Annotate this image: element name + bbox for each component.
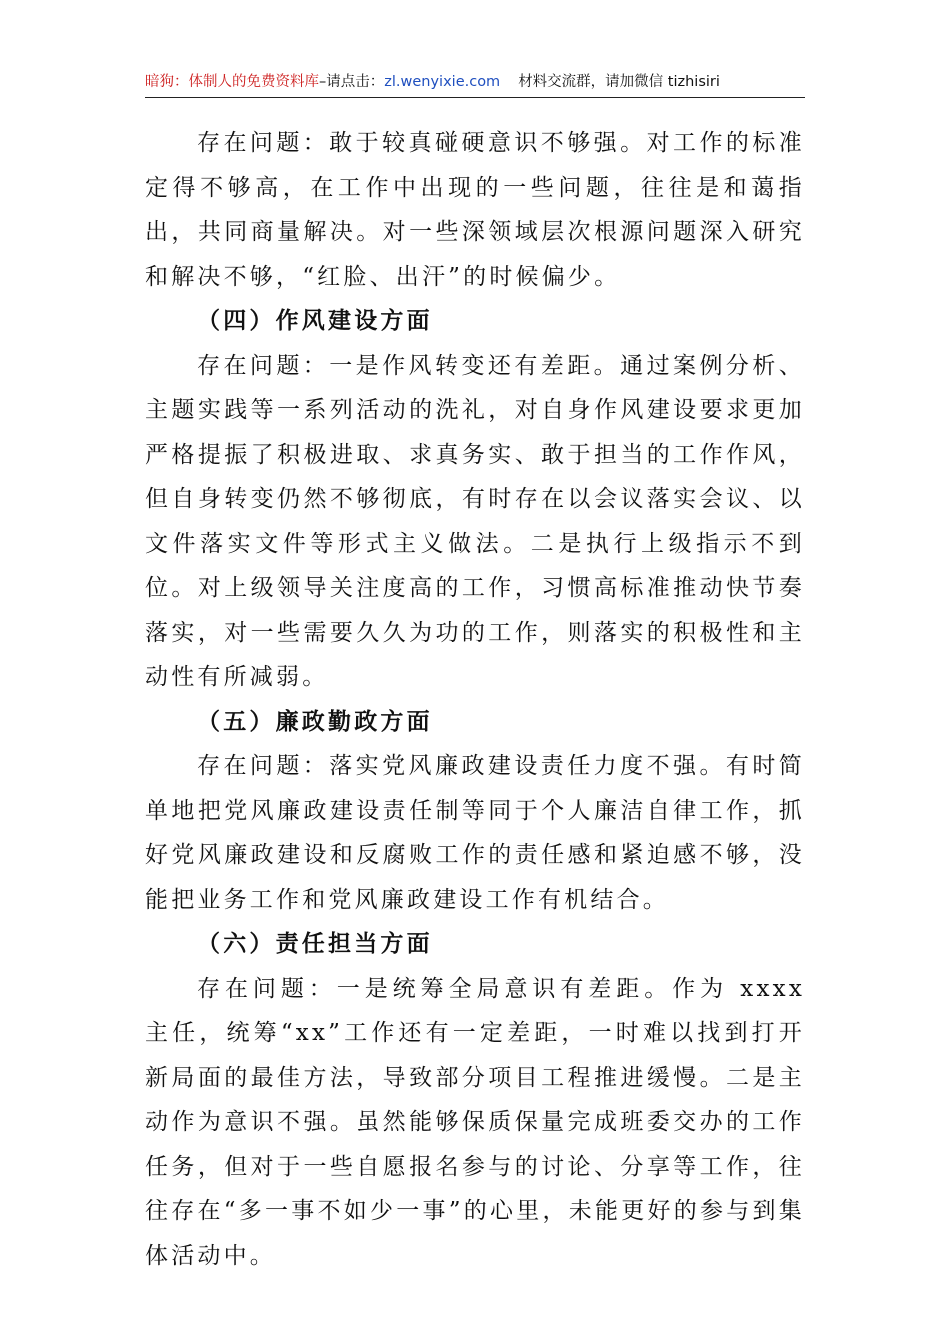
- heading-section-5: （五）廉政勤政方面: [197, 707, 433, 735]
- header-url-link[interactable]: zl.wenyixie.com: [384, 74, 501, 90]
- header-promo-text: 暗狗：体制人的免费资料库: [145, 74, 319, 90]
- heading-section-4: （四）作风建设方面: [197, 307, 433, 334]
- heading-section-6: （六）责任担当方面: [197, 930, 433, 957]
- header-divider: [145, 97, 805, 98]
- header-click-label: –请点击：: [319, 74, 385, 90]
- paragraph-section-3-issue: 存在问题：敢于较真碰硬意识不够强。对工作的标准定得不够高，在工作中出现的一些问题，往往是和蔼指出，共同商量解决。对一些深领域层次根源问题深入研究和解决不够，“红脸、出汗”的时候偏少。: [145, 130, 805, 290]
- header-group-text: 材料交流群，请加微信 tizhisiri: [518, 74, 720, 90]
- document-body: [145, 121, 805, 1278]
- page-header: [145, 70, 805, 94]
- paragraph-section-4-issue: 存在问题：一是作风转变还有差距。通过案例分析、主题实践等一系列活动的洗礼，对自身作风建设要求更加严格提振了积极进取、求真务实、敢于担当的工作作风，但自身转变仍然不够彻底，有时存在以会议落实会议、以文件落实文件等形式主义做法。二是执行上级指示不到位。对上级领导关注度高的工作，习惯高标准推动快节奏落实，对一些需要久久为功的工作，则落实的积极性和主动性有所减弱。: [145, 352, 805, 690]
- paragraph-section-6-issue: 存在问题：一是统筹全局意识有差距。作为 xxxx 主任，统筹“xx”工作还有一定差距，一时难以找到打开新局面的最佳方法，导致部分项目工程推进缓慢。二是主动作为意识不强。虽然能够保质保量完成班委交办的工作任务，但对于一些自愿报名参与的讨论、分享等工作，往往存在“多一事不如少一事”的心里，未能更好的参与到集体活动中。: [145, 975, 805, 1269]
- paragraph-section-5-issue: 存在问题：落实党风廉政建设责任力度不强。有时简单地把党风廉政建设责任制等同于个人廉洁自律工作，抓好党风廉政建设和反腐败工作的责任感和紧迫感不够，没能把业务工作和党风廉政建设工作有机结合。: [145, 753, 805, 913]
